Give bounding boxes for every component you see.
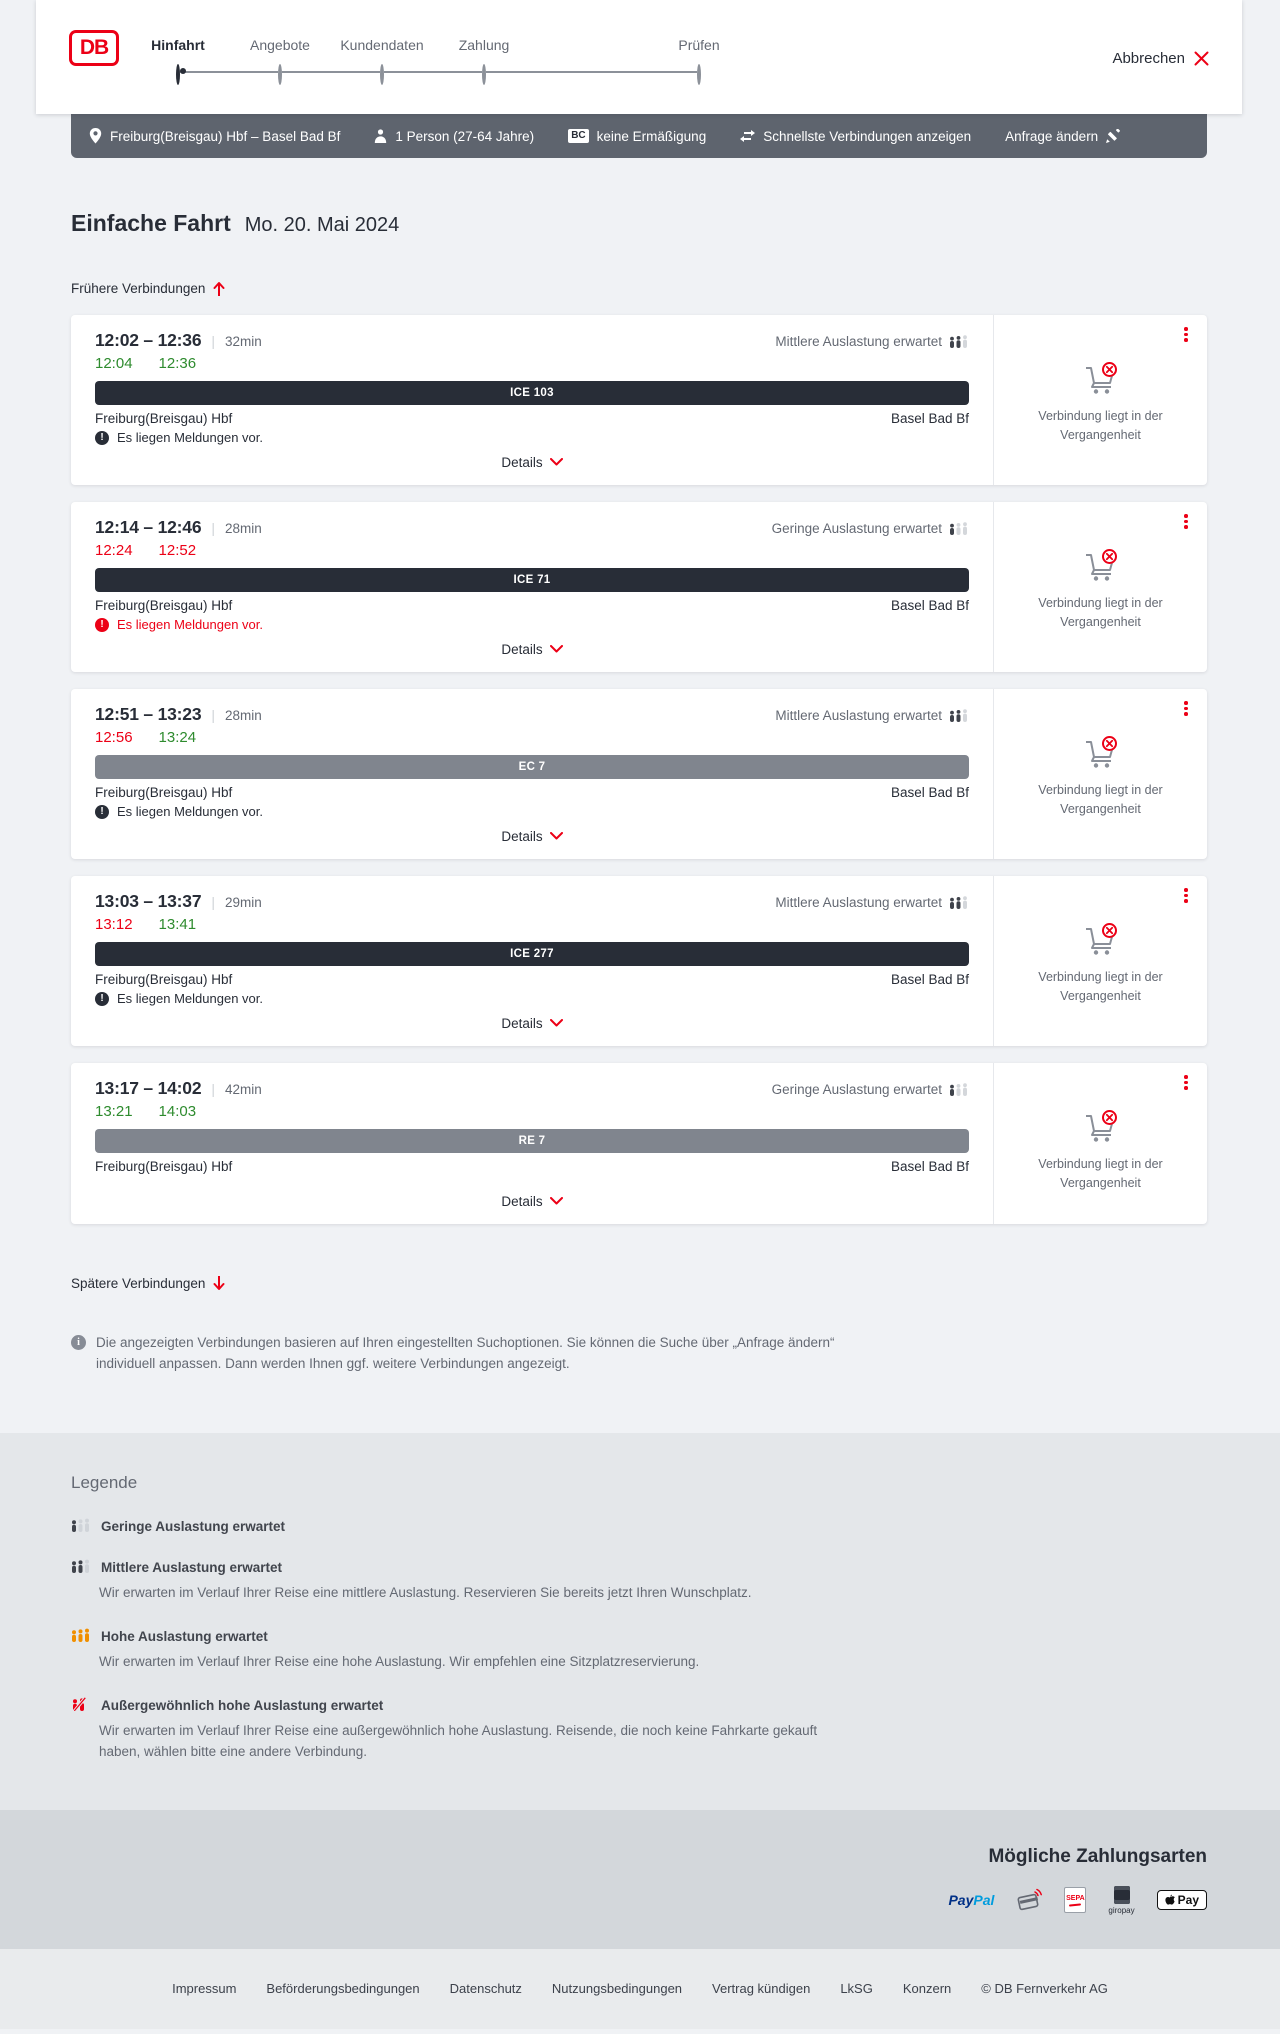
occupancy-medium-icon	[949, 335, 969, 348]
occupancy-indicator	[775, 334, 969, 349]
past-connection-note: Verbindung liegt in der Vergangenheit	[1038, 783, 1163, 816]
duration: 28min	[225, 521, 262, 536]
location-pin-icon	[89, 128, 102, 144]
realtime-departure: 13:21	[95, 1103, 133, 1120]
time-range: 12:51 – 13:23	[95, 704, 202, 724]
earlier-connections-label: Frühere Verbindungen	[71, 281, 206, 296]
arrow-down-icon	[213, 1276, 225, 1291]
cancel-button[interactable]	[1112, 50, 1209, 67]
edit-request-button[interactable]	[1005, 129, 1120, 144]
step-zahlung[interactable]	[419, 37, 549, 84]
footer-link-befoerderungsbedingungen[interactable]: Beförderungsbedingungen	[266, 1981, 420, 1997]
cart-unavailable-icon	[1082, 361, 1120, 395]
details-label: Details	[501, 1193, 543, 1209]
origin-station: Freiburg(Breisgau) Hbf	[95, 785, 233, 800]
details-label: Details	[501, 641, 543, 657]
connection-card	[71, 689, 1207, 859]
trip-passengers	[374, 129, 534, 144]
details-toggle[interactable]	[95, 1010, 969, 1036]
footer-link-konzern[interactable]: Konzern	[902, 1981, 952, 1997]
booking-panel	[993, 876, 1207, 1046]
step-circle-icon	[697, 64, 701, 85]
booking-panel	[993, 502, 1207, 672]
origin-station: Freiburg(Breisgau) Hbf	[95, 972, 233, 987]
connection-details	[71, 502, 993, 672]
destination-station: Basel Bad Bf	[890, 1159, 969, 1174]
apple-pay-badge	[1157, 1890, 1207, 1910]
step-label: Prüfen	[678, 37, 720, 53]
trip-sort-option[interactable]	[740, 129, 971, 144]
duration: 42min	[225, 1082, 262, 1097]
destination-station: Basel Bad Bf	[890, 598, 969, 613]
paypal-word-1: Pay	[948, 1892, 974, 1909]
train-segment-bar: ICE 103	[95, 381, 969, 405]
train-segment-bar: RE 7	[95, 1129, 969, 1153]
occupancy-label: Mittlere Auslastung erwartet	[775, 895, 942, 910]
step-circle-active-icon	[176, 64, 180, 85]
legend-item-high	[71, 1629, 1207, 1644]
booking-panel	[993, 1063, 1207, 1224]
occupancy-exceptional-icon	[71, 1697, 91, 1711]
occupancy-label: Geringe Auslastung erwartet	[771, 521, 942, 536]
footer	[0, 1949, 1280, 2029]
giropay-logo	[1108, 1886, 1134, 1915]
step-label: Angebote	[250, 37, 310, 53]
info-icon: i	[71, 1335, 86, 1350]
connection-card	[71, 876, 1207, 1046]
payment-title: Mögliche Zahlungsarten	[988, 1845, 1207, 1867]
paypal-word-2: Pal	[973, 1892, 995, 1909]
origin-station: Freiburg(Breisgau) Hbf	[95, 1159, 233, 1174]
step-circle-icon	[380, 64, 384, 85]
realtime-row	[95, 1103, 969, 1120]
details-toggle[interactable]	[95, 636, 969, 662]
occupancy-medium-icon	[949, 709, 969, 722]
booking-panel	[993, 315, 1207, 485]
step-label: Hinfahrt	[151, 37, 205, 53]
separator: |	[211, 1081, 216, 1097]
separator: |	[211, 520, 216, 536]
separator: |	[211, 333, 216, 349]
time-range: 13:03 – 13:37	[95, 891, 202, 911]
alert-icon: !	[95, 805, 109, 819]
trip-passengers-label: 1 Person (27-64 Jahre)	[395, 128, 535, 144]
connection-card	[71, 1063, 1207, 1224]
connection-card	[71, 502, 1207, 672]
step-circle-icon	[278, 64, 282, 85]
duration: 32min	[225, 334, 262, 349]
search-options-note	[71, 1333, 861, 1375]
occupancy-indicator	[772, 521, 969, 536]
destination-station: Basel Bad Bf	[890, 972, 969, 987]
connection-details	[71, 689, 993, 859]
realtime-row	[95, 542, 969, 559]
realtime-arrival: 12:52	[158, 542, 197, 559]
chevron-down-icon	[550, 645, 563, 653]
legend-title: Legende	[71, 1472, 138, 1492]
realtime-arrival: 13:41	[158, 916, 197, 933]
connection-card	[71, 315, 1207, 485]
overflow-menu-button[interactable]	[1178, 513, 1194, 533]
sepa-direct-debit-icon	[1064, 1887, 1086, 1913]
time-range: 12:14 – 12:46	[95, 517, 202, 537]
past-connection-note: Verbindung liegt in der Vergangenheit	[1038, 596, 1163, 629]
occupancy-label: Mittlere Auslastung erwartet	[775, 334, 942, 349]
overflow-menu-button[interactable]	[1178, 887, 1194, 907]
step-circle-icon	[482, 64, 486, 85]
db-logo-text: DB	[72, 33, 116, 63]
footer-link-vertrag-kuendigen[interactable]: Vertrag kündigen	[712, 1981, 811, 1997]
sepa-label: SEPA	[1066, 1894, 1085, 1902]
realtime-arrival: 14:03	[158, 1103, 197, 1120]
time-range: 12:02 – 12:36	[95, 330, 202, 350]
legend-desc: Wir erwarten im Verlauf Ihrer Reise eine hohe Auslastung. Wir empfehlen eine Sitzplatzreservierung.	[99, 1654, 700, 1670]
message-text: Es liegen Meldungen vor.	[117, 991, 263, 1006]
realtime-departure: 12:04	[95, 355, 133, 372]
step-label: Kundendaten	[340, 37, 424, 53]
train-segment-bar: ICE 71	[95, 568, 969, 592]
realtime-row	[95, 355, 969, 372]
overflow-menu-button[interactable]	[1178, 326, 1194, 346]
occupancy-indicator	[775, 895, 969, 910]
chevron-down-icon	[550, 832, 563, 840]
details-label: Details	[501, 828, 543, 844]
duration: 29min	[225, 895, 262, 910]
alert-icon: !	[95, 618, 109, 632]
page-title: Einfache Fahrt	[71, 210, 231, 236]
arrow-up-icon	[213, 281, 225, 296]
travel-date: Mo. 20. Mai 2024	[244, 214, 400, 236]
destination-station: Basel Bad Bf	[890, 411, 969, 426]
cart-unavailable-icon	[1082, 548, 1120, 582]
occupancy-label: Mittlere Auslastung erwartet	[775, 708, 942, 723]
connection-message	[95, 430, 969, 445]
realtime-departure: 12:24	[95, 542, 133, 559]
payment-section	[0, 1810, 1280, 1949]
legend-label: Hohe Auslastung erwartet	[101, 1629, 268, 1645]
header	[36, 0, 1242, 114]
step-pruefen[interactable]	[634, 37, 764, 84]
chevron-down-icon	[550, 458, 563, 466]
occupancy-medium-icon	[949, 896, 969, 909]
details-toggle[interactable]	[95, 449, 969, 475]
train-segment-bar: ICE 277	[95, 942, 969, 966]
connection-message	[95, 991, 969, 1006]
destination-station: Basel Bad Bf	[890, 785, 969, 800]
alert-icon: !	[95, 431, 109, 445]
alert-icon: !	[95, 992, 109, 1006]
footer-link-lksg[interactable]: LkSG	[840, 1981, 873, 1997]
trip-route-label: Freiburg(Breisgau) Hbf – Basel Bad Bf	[110, 128, 341, 144]
connection-details	[71, 315, 993, 485]
credit-card-icon	[1016, 1888, 1042, 1912]
legend-item-exceptional	[71, 1698, 1207, 1713]
step-label: Zahlung	[458, 37, 510, 53]
legend-desc: Wir erwarten im Verlauf Ihrer Reise eine mittlere Auslastung. Reservieren Sie bereits jetzt Ihren Wunschplatz.	[99, 1584, 752, 1600]
trip-discount-label: keine Ermäßigung	[596, 128, 707, 144]
realtime-row	[95, 916, 969, 933]
separator: |	[211, 894, 216, 910]
footer-link-impressum[interactable]: Impressum	[172, 1981, 237, 1997]
legend-label: Außergewöhnlich hohe Auslastung erwartet	[101, 1698, 384, 1714]
person-icon	[374, 129, 387, 143]
legend-desc: Wir erwarten im Verlauf Ihrer Reise eine außergewöhnlich hohe Auslastung. Reisende, die noch keine Fahrkarte gekauft haben, wählen bitte eine andere Verbindung.	[99, 1723, 818, 1759]
later-connections-link[interactable]	[71, 1276, 225, 1291]
time-range: 13:17 – 14:02	[95, 1078, 202, 1098]
edit-request-label: Anfrage ändern	[1005, 128, 1099, 144]
occupancy-low-icon	[949, 522, 969, 535]
duration: 28min	[225, 708, 262, 723]
trip-discount	[568, 129, 706, 144]
details-toggle[interactable]	[95, 823, 969, 849]
separator: |	[211, 707, 216, 723]
pencil-icon	[1106, 129, 1120, 143]
message-text: Es liegen Meldungen vor.	[117, 430, 263, 445]
chevron-down-icon	[550, 1197, 563, 1205]
cart-unavailable-icon	[1082, 922, 1120, 956]
realtime-arrival: 12:36	[158, 355, 197, 372]
train-segment-bar: EC 7	[95, 755, 969, 779]
footer-copyright: © DB Fernverkehr AG	[981, 1981, 1108, 1997]
cart-unavailable-icon	[1082, 1109, 1120, 1143]
origin-station: Freiburg(Breisgau) Hbf	[95, 411, 233, 426]
connection-message	[95, 617, 969, 632]
legend-item-medium	[71, 1560, 1207, 1575]
chevron-down-icon	[550, 1019, 563, 1027]
details-label: Details	[501, 1015, 543, 1031]
apple-icon	[1165, 1894, 1175, 1906]
occupancy-medium-icon	[71, 1559, 91, 1573]
legend-item-low	[71, 1519, 1207, 1534]
occupancy-label: Geringe Auslastung erwartet	[771, 1082, 942, 1097]
legend-label: Mittlere Auslastung erwartet	[101, 1559, 283, 1575]
connection-message	[95, 804, 969, 819]
apple-pay-label: Pay	[1177, 1893, 1199, 1908]
search-options-note-text: Die angezeigten Verbindungen basieren auf Ihren eingestellten Suchoptionen. Sie können die Suche über „Anfrage ändern“ individuell anpassen. Dann werden Ihnen ggf. weitere Verbindungen angezeigt.	[96, 1335, 835, 1371]
payment-methods	[71, 1886, 1207, 1915]
booking-panel	[993, 689, 1207, 859]
trip-sort-label: Schnellste Verbindungen anzeigen	[763, 128, 972, 144]
trip-summary-bar	[71, 114, 1207, 158]
realtime-departure: 13:12	[95, 916, 133, 933]
cancel-label: Abbrechen	[1112, 50, 1185, 67]
earlier-connections-link[interactable]	[71, 281, 225, 296]
realtime-arrival: 13:24	[158, 729, 197, 746]
occupancy-indicator	[775, 708, 969, 723]
occupancy-low-icon	[949, 1083, 969, 1096]
past-connection-note: Verbindung liegt in der Vergangenheit	[1038, 1157, 1163, 1190]
later-connections-label: Spätere Verbindungen	[71, 1276, 206, 1291]
sort-arrows-icon	[740, 130, 755, 142]
message-text: Es liegen Meldungen vor.	[117, 617, 263, 632]
details-label: Details	[501, 454, 543, 470]
origin-station: Freiburg(Breisgau) Hbf	[95, 598, 233, 613]
past-connection-note: Verbindung liegt in der Vergangenheit	[1038, 409, 1163, 442]
bahncard-badge: BC	[568, 129, 588, 143]
legend-section	[0, 1433, 1280, 1810]
footer-link-nutzungsbedingungen[interactable]: Nutzungsbedingungen	[551, 1981, 683, 1997]
realtime-departure: 12:56	[95, 729, 133, 746]
legend-label: Geringe Auslastung erwartet	[101, 1518, 286, 1534]
connection-details	[71, 876, 993, 1046]
giropay-label: giropay	[1108, 1905, 1135, 1915]
trip-route	[89, 128, 340, 144]
db-logo	[69, 30, 119, 66]
page-head	[71, 210, 1207, 237]
paypal-logo	[948, 1892, 994, 1908]
occupancy-high-icon	[71, 1628, 91, 1642]
overflow-menu-button[interactable]	[1178, 700, 1194, 720]
results-section	[0, 210, 1280, 1433]
cart-unavailable-icon	[1082, 735, 1120, 769]
message-text: Es liegen Meldungen vor.	[117, 804, 263, 819]
connection-details	[71, 1063, 993, 1224]
realtime-row	[95, 729, 969, 746]
occupancy-indicator	[772, 1082, 969, 1097]
overflow-menu-button[interactable]	[1178, 1074, 1194, 1094]
footer-link-datenschutz[interactable]: Datenschutz	[449, 1981, 522, 1997]
details-toggle[interactable]	[95, 1188, 969, 1214]
close-icon	[1194, 51, 1209, 66]
past-connection-note: Verbindung liegt in der Vergangenheit	[1038, 970, 1163, 1003]
occupancy-low-icon	[71, 1518, 91, 1532]
